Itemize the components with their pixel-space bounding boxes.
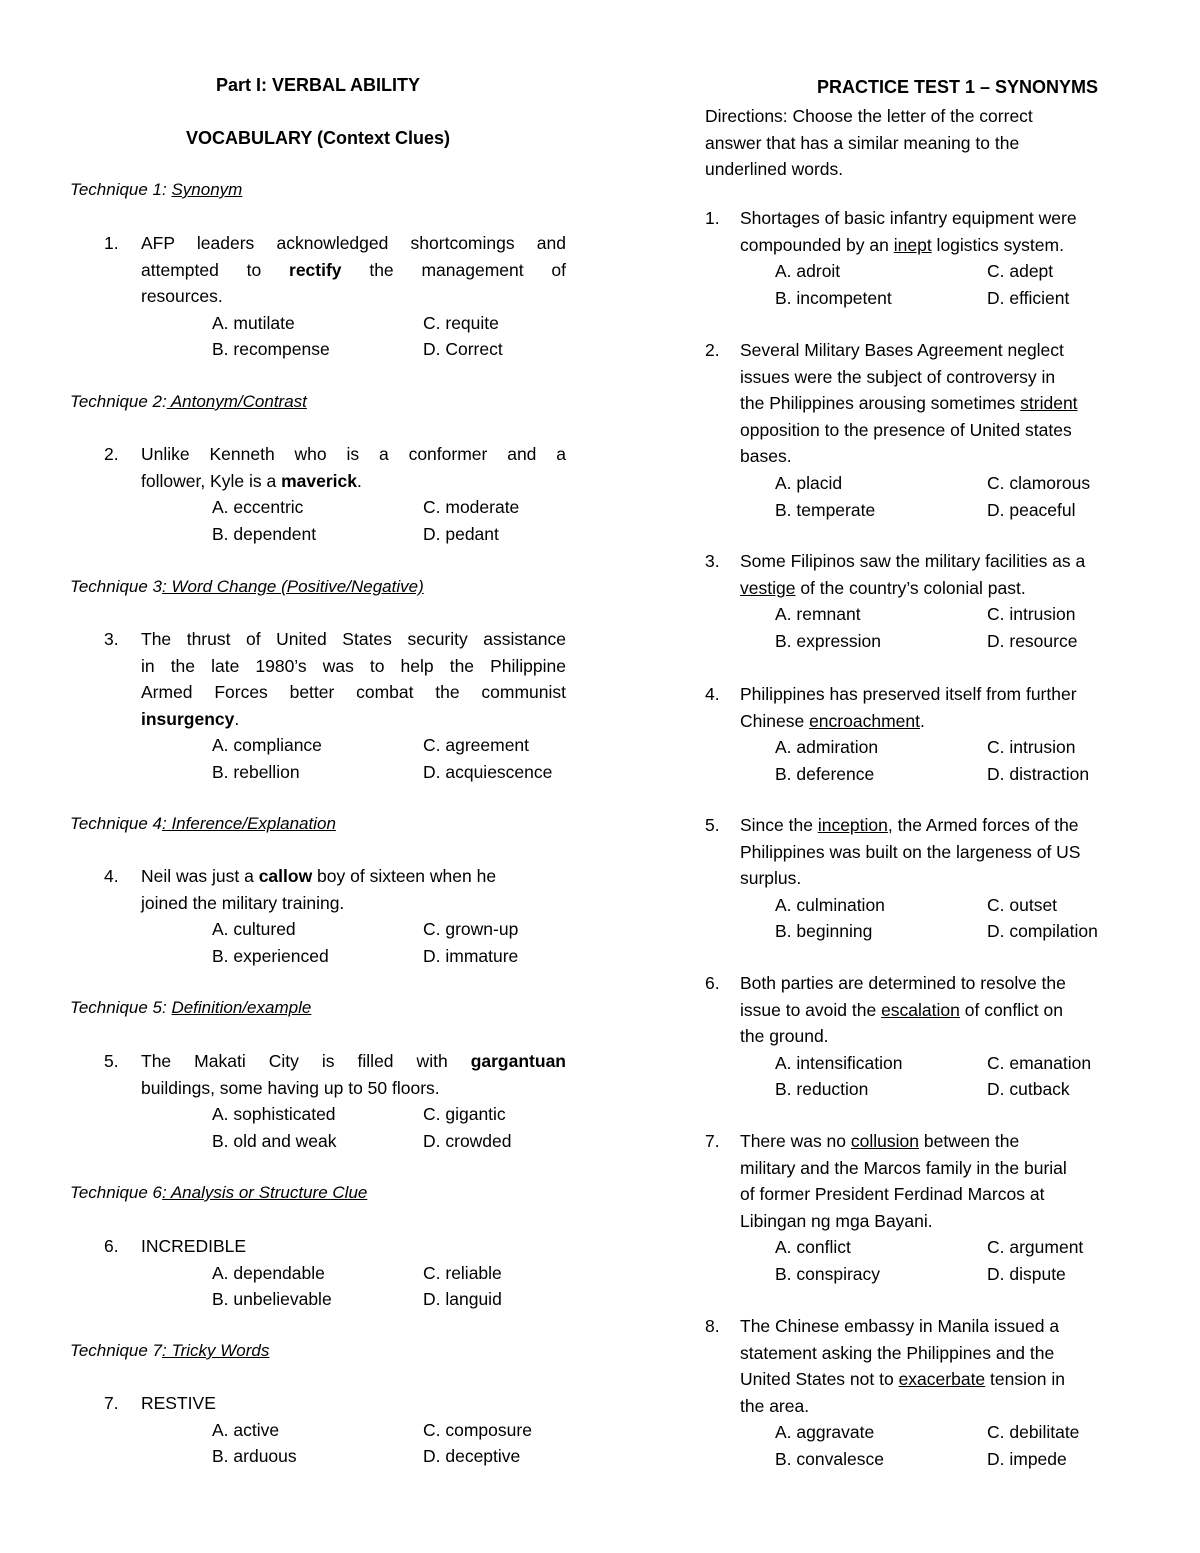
question-line: issues were the subject of controversy in [740,366,1056,387]
question-line: Shortages of basic infantry equipment were [740,208,1077,228]
question-number: 4. [705,684,720,704]
answer-option-c: C. outset [987,894,1058,915]
answer-option-b: B. rebellion [212,762,300,782]
answer-option-d: D. impede [987,1449,1067,1469]
question-line: Several Military Bases Agreement neglect [740,340,1064,360]
question-line: Philippines has preserved itself from further [740,684,1077,704]
question-line: Some Filipinos saw the military facilities as a [740,551,1086,571]
section-title: VOCABULARY (Context Clues) [186,128,451,148]
answer-option-b: B. conspiracy [775,1264,881,1284]
answer-option-d: D. cutback [987,1079,1070,1100]
answer-option-a: A. adroit [775,261,841,282]
answer-option-b: B. dependent [212,523,317,544]
technique-heading: Technique 4: Inference/Explanation [70,814,336,833]
answer-option-a: A. intensification [775,1052,903,1073]
keyword: collusion [850,1131,919,1151]
question-line: The Makati City is filled with gargantuan [141,1051,566,1071]
question-number: 7. [705,1131,720,1151]
question-line: vestige of the country’s colonial past. [740,577,1026,598]
question-line: Chinese encroachment. [740,710,925,731]
question-number: 6. [705,973,720,993]
question-line: Libingan ng mga Bayani. [740,1210,933,1231]
answer-option-a: A. admiration [775,737,879,758]
answer-option-a: A. conflict [775,1237,851,1258]
question-line: Since the inception, the Armed forces of the [740,815,1079,835]
question-number: 1. [705,208,720,228]
question-line: RESTIVE [141,1393,216,1413]
technique-heading: Technique 6: Analysis or Structure Clue [70,1183,368,1202]
answer-option-d: D. deceptive [423,1446,521,1467]
answer-option-d: D. crowded [423,1130,512,1151]
answer-option-b: B. temperate [775,499,876,520]
question-line: the ground. [740,1026,829,1047]
answer-option-a: A. eccentric [212,497,304,518]
answer-option-c: C. adept [987,261,1054,282]
directions-line: Directions: Choose the letter of the correct [705,106,1033,126]
answer-option-b: B. arduous [212,1446,297,1467]
directions-line: answer that has a similar meaning to the [705,132,1020,153]
question-line: bases. [740,446,792,467]
technique-name: : Tricky Words [162,1341,270,1360]
answer-option-c: C. emanation [987,1052,1092,1073]
question-line: Neil was just a callow boy of sixteen when he [141,866,497,886]
answer-option-c: C. debilitate [987,1422,1080,1443]
question-line: of former President Ferdinad Marcos at [740,1184,1045,1205]
question-number: 3. [104,629,119,649]
keyword: gargantuan [470,1051,566,1071]
technique-name: : Inference/Explanation [162,814,336,833]
answer-option-a: A. culmination [775,894,885,915]
keyword: strident [1020,393,1078,414]
question-number: 1. [104,233,119,253]
keyword: encroachment [809,710,920,731]
question-line: Philippines was built on the largeness of US [740,841,1081,862]
answer-option-c: C. argument [987,1237,1084,1258]
answer-option-b: B. incompetent [775,287,892,308]
question-line: Both parties are determined to resolve the [740,973,1066,993]
answer-option-b: B. convalesce [775,1449,884,1469]
question-line: military and the Marcos family in the burial [740,1157,1067,1178]
question-number: 3. [705,551,720,571]
answer-option-d: D. compilation [987,921,1098,942]
question-line: surplus. [740,868,802,889]
keyword: callow [258,866,313,886]
answer-option-d: D. resource [987,630,1078,651]
answer-option-c: C. requite [423,312,499,333]
answer-option-d: D. Correct [423,339,503,360]
question-line: Armed Forces better combat the communist [141,682,566,703]
answer-option-b: B. old and weak [212,1130,337,1151]
question-line: statement asking the Philippines and the [740,1342,1055,1363]
answer-option-a: A. compliance [212,735,322,756]
question-line: opposition to the presence of United states [740,419,1072,440]
answer-option-a: A. sophisticated [212,1104,336,1125]
answer-option-c: C. clamorous [987,473,1091,493]
question-line: in the late 1980’s was to help the Philippine [141,655,566,676]
question-line: The Chinese embassy in Manila issued a [740,1316,1060,1336]
question-line: buildings, some having up to 50 floors. [141,1077,440,1098]
answer-option-b: B. deference [775,763,875,784]
question-number: 2. [104,444,119,464]
keyword: exacerbate [898,1369,986,1390]
keyword: rectify [289,259,342,280]
keyword: insurgency [141,708,235,729]
answer-option-b: B. recompense [212,339,330,360]
answer-option-d: D. dispute [987,1264,1066,1284]
question-line: Unlike Kenneth who is a conformer and a [141,444,566,464]
answer-option-a: A. cultured [212,919,296,940]
answer-option-d: D. distraction [987,763,1090,784]
answer-option-a: A. dependable [212,1262,325,1283]
keyword: vestige [740,577,796,598]
question-line: the area. [740,1395,810,1416]
question-number: 4. [104,866,119,886]
question-line: insurgency. [141,708,240,729]
part-title: Part I: VERBAL ABILITY [216,75,421,95]
technique-name: Definition/example [171,998,312,1017]
answer-option-b: B. unbelievable [212,1289,332,1310]
answer-option-c: C. composure [423,1419,532,1440]
question-number: 8. [705,1316,720,1336]
question-number: 5. [104,1051,119,1071]
technique-heading: Technique 3: Word Change (Positive/Negative) [70,577,424,596]
question-number: 7. [104,1393,119,1413]
question-line: compounded by an inept logistics system. [740,234,1064,255]
keyword: inept [893,234,932,255]
answer-option-b: B. expression [775,630,882,651]
technique-name: : Word Change (Positive/Negative) [162,577,424,596]
question-line: issue to avoid the escalation of conflict on [740,999,1063,1020]
question-line: INCREDIBLE [141,1236,247,1256]
directions-line: underlined words. [705,159,844,180]
answer-option-a: A. placid [775,473,843,493]
question-line: attempted to rectify the management of [141,259,566,280]
answer-option-b: B. experienced [212,945,329,966]
question-number: 6. [104,1236,119,1256]
answer-option-c: C. agreement [423,735,530,756]
question-line: joined the military training. [141,892,345,913]
answer-option-d: D. efficient [987,287,1070,308]
answer-option-d: D. languid [423,1289,502,1310]
answer-option-c: C. intrusion [987,604,1076,625]
technique-heading: Technique 1: Synonym [70,180,243,199]
keyword: maverick [281,470,357,491]
answer-option-b: B. beginning [775,921,873,942]
technique-heading: Technique 7: Tricky Words [70,1341,270,1360]
question-line: United States not to exacerbate tension in [740,1369,1065,1390]
question-line: the Philippines arousing sometimes strident [740,393,1078,414]
answer-option-c: C. reliable [423,1262,502,1283]
keyword: inception [817,815,888,835]
question-line: AFP leaders acknowledged shortcomings and [141,233,566,253]
answer-option-a: A. active [212,1419,280,1440]
question-line: follower, Kyle is a maverick. [141,470,362,491]
keyword: escalation [881,999,960,1020]
technique-name: Synonym [171,180,243,199]
question-number: 2. [705,340,720,360]
question-line: The thrust of United States security assistance [141,629,566,649]
technique-name: : Analysis or Structure Clue [162,1183,368,1202]
answer-option-d: D. immature [423,945,519,966]
answer-option-a: A. remnant [775,604,861,625]
answer-option-c: C. intrusion [987,737,1076,758]
answer-option-d: D. pedant [423,523,499,544]
answer-option-c: C. gigantic [423,1104,506,1125]
answer-option-a: A. mutilate [212,312,295,333]
question-line: There was no collusion between the [740,1131,1020,1151]
technique-heading: Technique 5: Definition/example [70,998,312,1017]
question-line: resources. [141,286,223,307]
question-number: 5. [705,815,720,835]
answer-option-d: D. acquiescence [423,762,553,782]
technique-name: Antonym/Contrast [166,392,307,411]
answer-option-c: C. grown-up [423,919,519,940]
answer-option-a: A. aggravate [775,1422,875,1443]
practice-test-title: PRACTICE TEST 1 – SYNONYMS [817,77,1099,97]
technique-heading: Technique 2: Antonym/Contrast [70,392,307,411]
answer-option-b: B. reduction [775,1079,869,1100]
answer-option-c: C. moderate [423,497,520,518]
answer-option-d: D. peaceful [987,499,1076,520]
